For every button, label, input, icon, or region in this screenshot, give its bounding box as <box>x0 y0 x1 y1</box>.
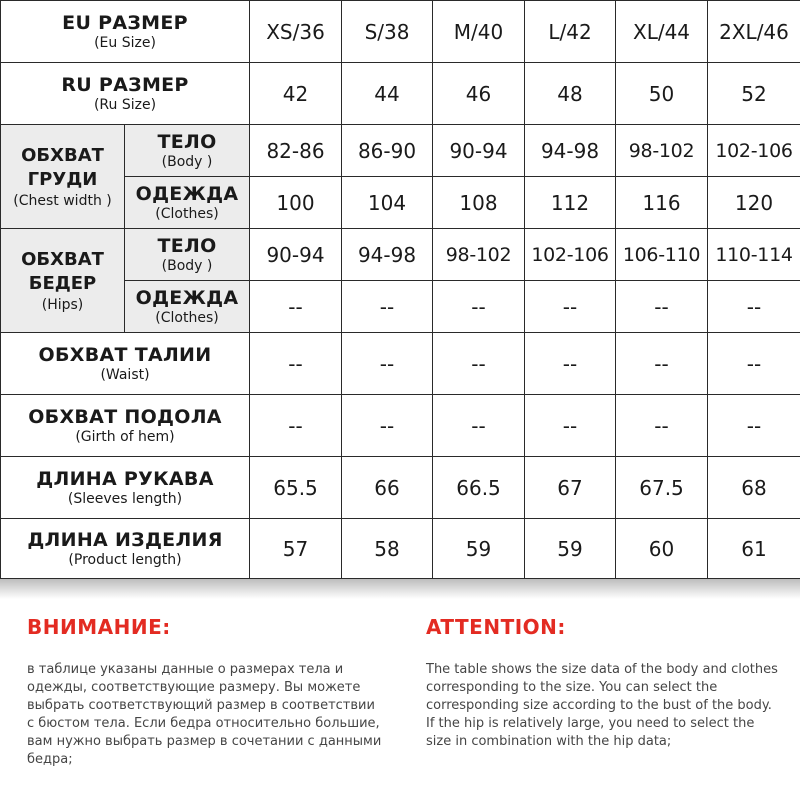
hem-cell: -- <box>616 395 708 457</box>
russian-note-heading: ВНИМАНИЕ: <box>27 615 171 639</box>
length-subtitle: (Product length) <box>68 551 182 568</box>
sleeve-subtitle: (Sleeves length) <box>67 490 183 507</box>
chest-title-line2: ГРУДИ <box>27 168 98 190</box>
ru-size-cell: 44 <box>342 63 433 125</box>
eu-size-cell: S/38 <box>342 1 433 63</box>
body-label: ТЕЛО <box>157 130 217 153</box>
waist-subtitle: (Waist) <box>100 366 150 383</box>
chest-clothes-cell: 108 <box>433 177 525 229</box>
chest-body-cell: 86-90 <box>342 125 433 177</box>
hips-body-cell: 102-106 <box>525 229 616 281</box>
hips-body-row <box>1 229 800 281</box>
hem-cell: -- <box>433 395 525 457</box>
chest-body-cell: 82-86 <box>250 125 342 177</box>
eu-size-cell: M/40 <box>433 1 525 63</box>
clothes-label: ОДЕЖДА <box>135 182 239 205</box>
waist-cell: -- <box>342 333 433 395</box>
sleeve-cell: 65.5 <box>250 457 342 519</box>
sleeve-header <box>1 457 250 519</box>
length-cell: 58 <box>342 519 433 579</box>
hips-body-cell: 106-110 <box>616 229 708 281</box>
hips-clothes-cell: -- <box>708 281 800 333</box>
sleeve-cell: 66.5 <box>433 457 525 519</box>
hips-clothes-cell: -- <box>250 281 342 333</box>
hem-cell: -- <box>342 395 433 457</box>
clothes-label: ОДЕЖДА <box>135 286 239 309</box>
ru-size-header <box>1 63 250 125</box>
body-sublabel: (Body ) <box>161 153 213 170</box>
hips-clothes-cell: -- <box>433 281 525 333</box>
hips-title-line1: ОБХВАТ <box>21 248 104 270</box>
length-title: ДЛИНА ИЗДЕЛИЯ <box>27 528 223 551</box>
length-row <box>1 519 800 579</box>
sleeve-title: ДЛИНА РУКАВА <box>36 467 214 490</box>
chest-body-cell: 102-106 <box>708 125 800 177</box>
body-sublabel: (Body ) <box>161 257 213 274</box>
chest-clothes-cell: 104 <box>342 177 433 229</box>
clothes-sublabel: (Clothes) <box>155 309 219 326</box>
chest-title-line1: ОБХВАТ <box>21 144 104 166</box>
chest-clothes-cell: 112 <box>525 177 616 229</box>
sleeve-cell: 66 <box>342 457 433 519</box>
chest-clothes-cell: 120 <box>708 177 800 229</box>
ru-size-cell: 52 <box>708 63 800 125</box>
length-cell: 60 <box>616 519 708 579</box>
hips-clothes-cell: -- <box>342 281 433 333</box>
russian-note-text: в таблице указаны данные о размерах тела и одежды, соответствующие размеру. Вы можете выбрать соответствующий размер в соответствии с бюстом тела. Если бедра относительно большие, вам нужно выбрать размер в сочетании с данными бедра; <box>27 662 382 767</box>
waist-cell: -- <box>708 333 800 395</box>
chest-body-cell: 90-94 <box>433 125 525 177</box>
ru-size-subtitle: (Ru Size) <box>93 96 157 113</box>
ru-size-cell: 48 <box>525 63 616 125</box>
chest-body-label <box>125 125 250 177</box>
english-note-text: The table shows the size data of the body and clothes corresponding to the size. You can select the corresponding size according to the bust of the body. If the hip is relatively large, you need to select the size in combination with the hip data; <box>426 662 778 749</box>
hem-header <box>1 395 250 457</box>
hem-cell: -- <box>708 395 800 457</box>
length-cell: 59 <box>433 519 525 579</box>
length-cell: 61 <box>708 519 800 579</box>
hips-clothes-cell: -- <box>525 281 616 333</box>
eu-size-cell: XL/44 <box>616 1 708 63</box>
english-note-heading: ATTENTION: <box>426 615 566 639</box>
sleeve-cell: 67 <box>525 457 616 519</box>
hips-body-cell: 98-102 <box>433 229 525 281</box>
waist-title: ОБХВАТ ТАЛИИ <box>38 343 212 366</box>
hips-clothes-cell: -- <box>616 281 708 333</box>
ru-size-cell: 42 <box>250 63 342 125</box>
eu-size-title: EU РАЗМЕР <box>62 11 188 34</box>
waist-row <box>1 333 800 395</box>
ru-size-cell: 46 <box>433 63 525 125</box>
length-cell: 57 <box>250 519 342 579</box>
waist-cell: -- <box>250 333 342 395</box>
chest-body-row <box>1 125 800 177</box>
ru-size-cell: 50 <box>616 63 708 125</box>
eu-size-subtitle: (Eu Size) <box>94 34 156 51</box>
chest-body-cell: 94-98 <box>525 125 616 177</box>
hem-cell: -- <box>250 395 342 457</box>
russian-note <box>27 613 382 769</box>
hem-title: ОБХВАТ ПОДОЛА <box>28 405 222 428</box>
chest-clothes-label <box>125 177 250 229</box>
hem-cell: -- <box>525 395 616 457</box>
eu-size-cell: XS/36 <box>250 1 342 63</box>
length-header <box>1 519 250 579</box>
waist-header <box>1 333 250 395</box>
hips-subtitle: (Hips) <box>41 296 84 313</box>
hips-body-cell: 90-94 <box>250 229 342 281</box>
hips-header <box>1 229 125 333</box>
eu-size-header <box>1 1 250 63</box>
section-divider-shadow <box>0 579 800 599</box>
hem-row <box>1 395 800 457</box>
eu-size-cell: L/42 <box>525 1 616 63</box>
sleeve-row <box>1 457 800 519</box>
hips-title-line2: БЕДЕР <box>28 272 97 294</box>
clothes-sublabel: (Clothes) <box>155 205 219 222</box>
hem-subtitle: (Girth of hem) <box>75 428 175 445</box>
chest-clothes-cell: 100 <box>250 177 342 229</box>
hips-body-label <box>125 229 250 281</box>
hips-clothes-label <box>125 281 250 333</box>
chest-header <box>1 125 125 229</box>
hips-body-cell: 110-114 <box>708 229 800 281</box>
hips-body-cell: 94-98 <box>342 229 433 281</box>
eu-size-cell: 2XL/46 <box>708 1 800 63</box>
sleeve-cell: 67.5 <box>616 457 708 519</box>
sleeve-cell: 68 <box>708 457 800 519</box>
ru-size-title: RU РАЗМЕР <box>61 73 189 96</box>
chest-clothes-cell: 116 <box>616 177 708 229</box>
eu-size-row <box>1 1 800 63</box>
ru-size-row <box>1 63 800 125</box>
english-note <box>426 613 781 751</box>
notes-section <box>0 579 800 800</box>
waist-cell: -- <box>616 333 708 395</box>
waist-cell: -- <box>433 333 525 395</box>
body-label: ТЕЛО <box>157 234 217 257</box>
length-cell: 59 <box>525 519 616 579</box>
chest-subtitle: (Chest width ) <box>13 192 112 209</box>
chest-body-cell: 98-102 <box>616 125 708 177</box>
waist-cell: -- <box>525 333 616 395</box>
